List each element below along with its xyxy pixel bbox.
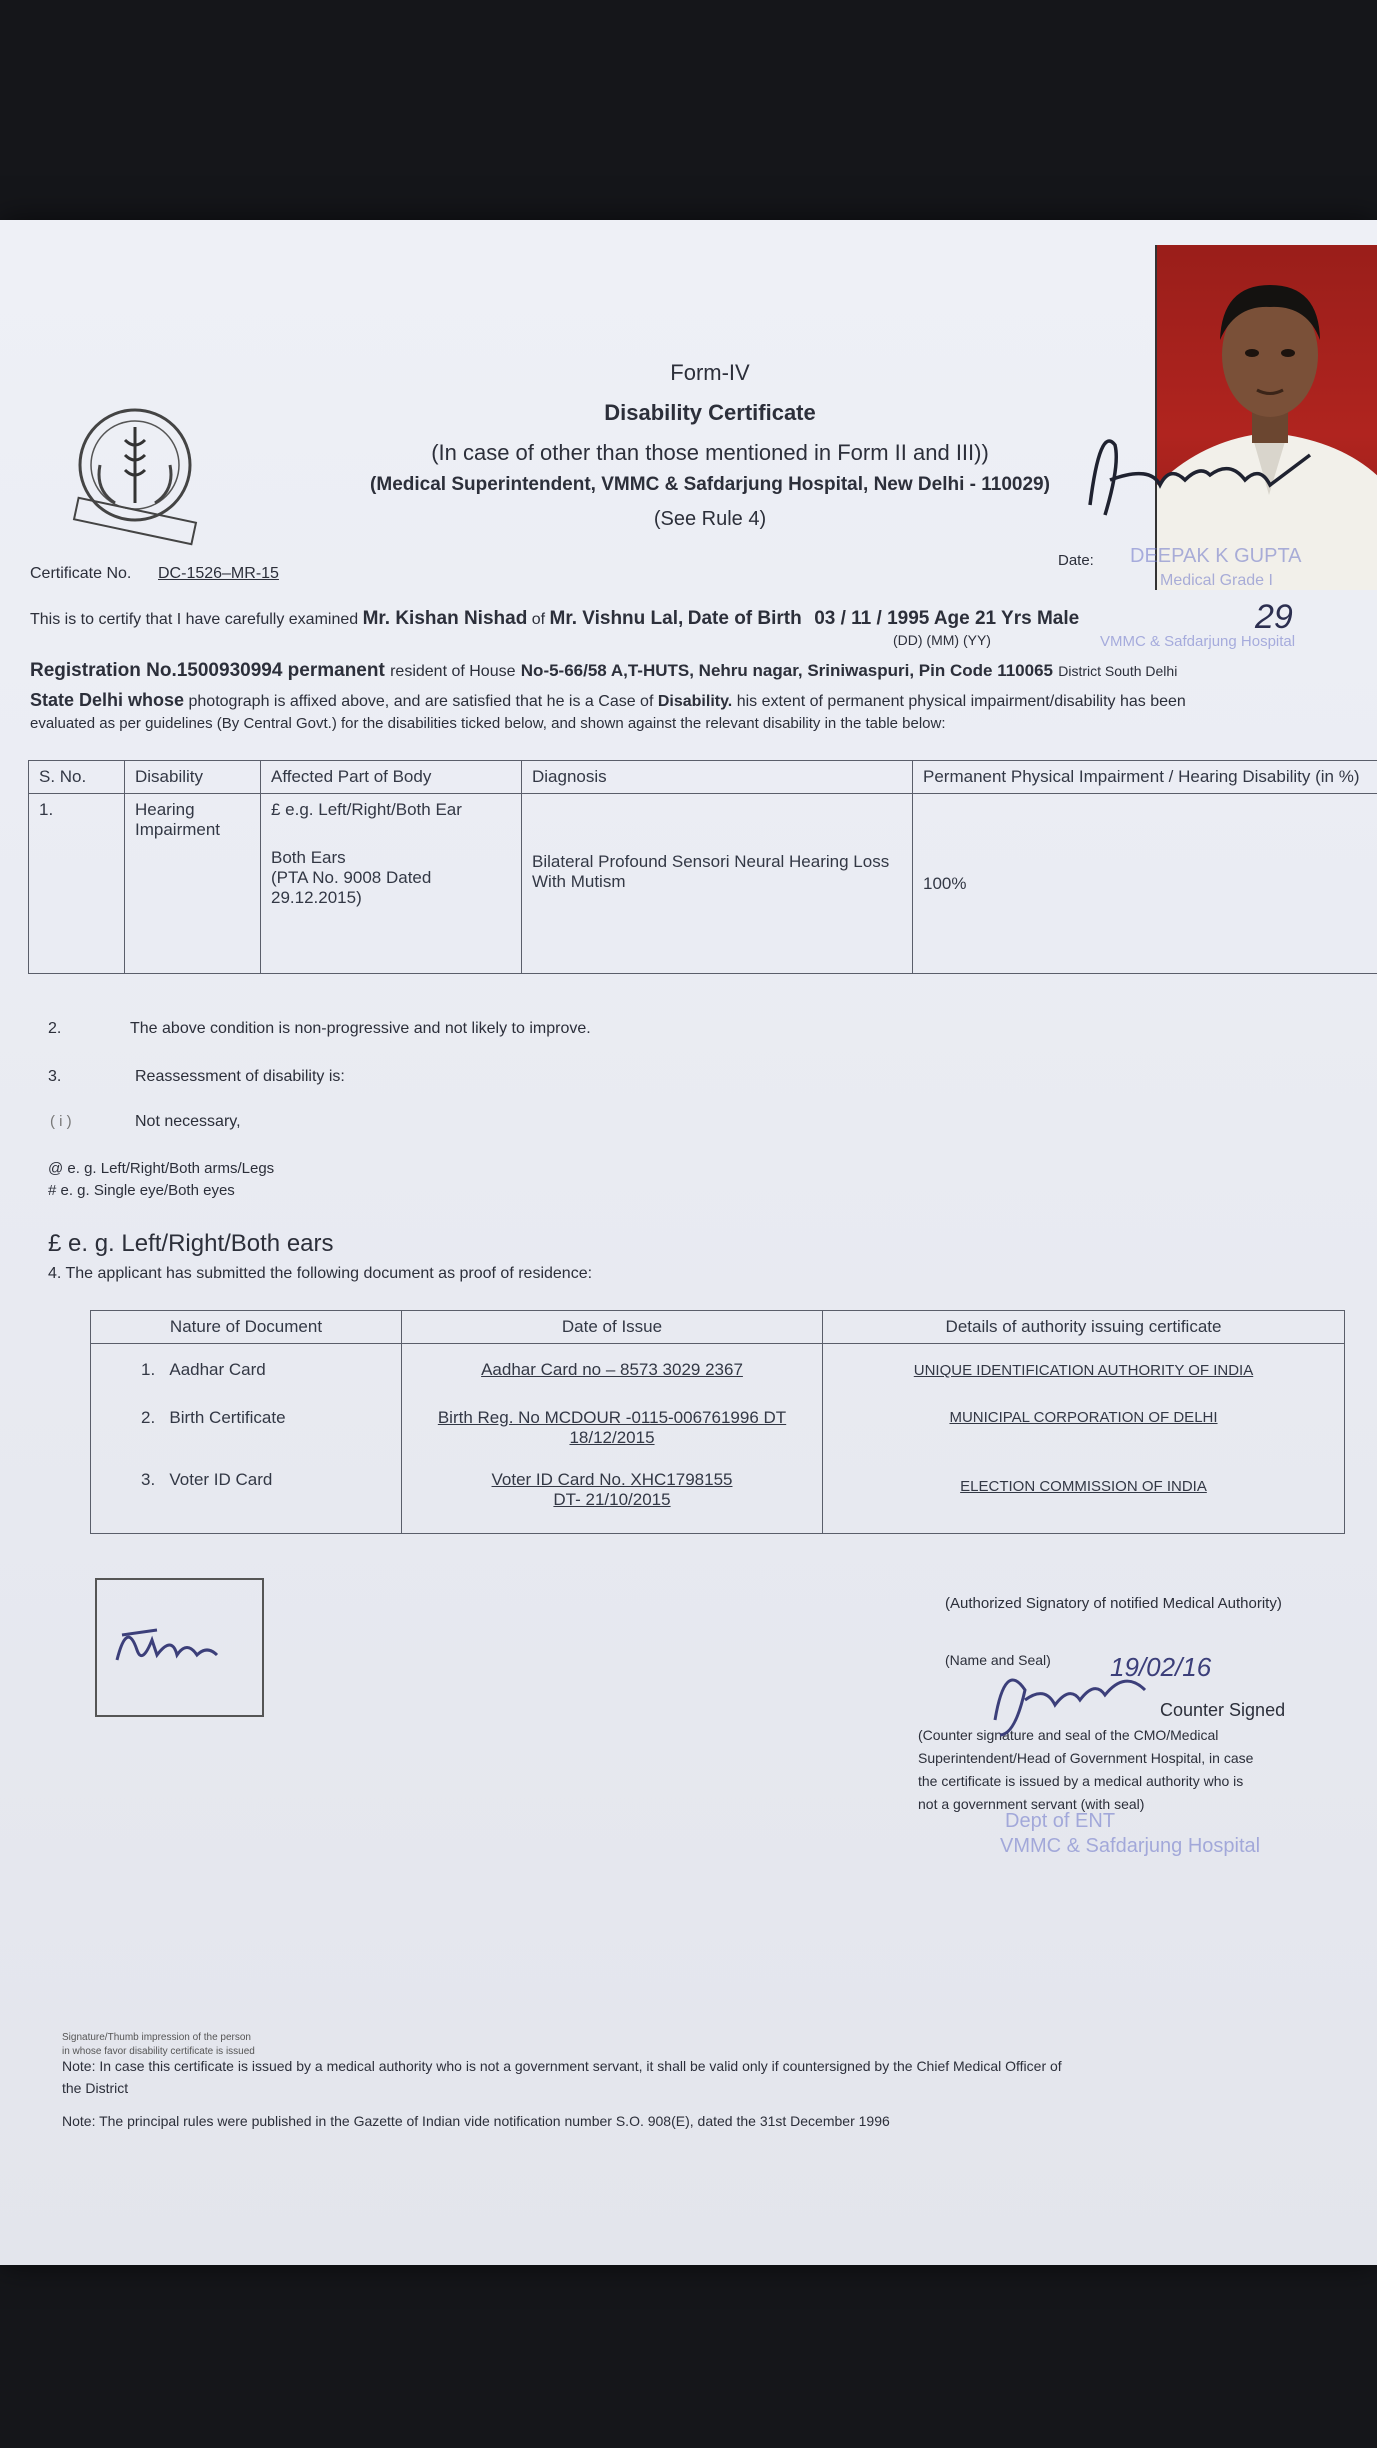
certificate-no-value: DC-1526–MR-15: [158, 565, 279, 582]
note2-number: 2.: [48, 1020, 62, 1037]
certify-line: [30, 608, 1079, 630]
hospital-stamp-top: VMMC & Safdarjung Hospital: [1100, 633, 1296, 650]
doc-name: Aadhar Card: [169, 1360, 266, 1379]
counter-line-2: Superintendent/Head of Government Hospital, in case: [918, 1750, 1254, 1766]
row-affected-part: [261, 794, 522, 974]
certify-prefix: This is to certify that I have carefully examined: [30, 611, 359, 628]
applicant-caption-1: Signature/Thumb impression of the person: [62, 2032, 251, 2043]
date-label: Date:: [1058, 552, 1094, 569]
handwritten-date-stamp: 29: [1255, 598, 1293, 636]
doctor-signature-bottom-icon: [975, 1640, 1185, 1750]
authority-value: UNIQUE IDENTIFICATION AUTHORITY OF INDIA: [913, 1362, 1254, 1379]
age-sex: Age 21 Yrs Male: [933, 608, 1080, 629]
row-percent: 100%: [913, 794, 1377, 974]
state-line-start: State Delhi whose: [30, 690, 185, 710]
part-hint: £ e.g. Left/Right/Both Ear: [271, 800, 462, 819]
doc-number: 2.: [141, 1408, 156, 1427]
form-subtitle: Disability Certificate: [604, 400, 816, 425]
nature-cell: [91, 1344, 402, 1534]
authority-cell: [823, 1344, 1345, 1534]
authorized-signatory: (Authorized Signatory of notified Medical Authority): [945, 1595, 1282, 1612]
note-gazette: Note: The principal rules were published in the Gazette of Indian vide notification number S.O. 908(E), dated the 31st December 1996: [62, 2113, 890, 2129]
note2-text: The above condition is non-progressive and not likely to improve.: [130, 1020, 591, 1037]
note-countersign: Note: In case this certificate is issued by a medical authority who is not a government servant, it shall be valid only if countersigned by the Chief Medical Officer of: [62, 2058, 1062, 2074]
date-value: Birth Reg. No MCDOUR -0115-006761996 DT: [437, 1408, 787, 1427]
dob-label: Date of Birth: [687, 608, 802, 629]
applicant-signature-icon: [97, 1580, 262, 1715]
header-sno: S. No.: [29, 761, 125, 794]
name-and-seal: (Name and Seal): [945, 1652, 1051, 1668]
applicant-signature-box: [95, 1578, 264, 1717]
header-diagnosis: Diagnosis: [522, 761, 913, 794]
form-title: Form-IV: [670, 360, 750, 385]
header-affected-part: Affected Part of Body: [261, 761, 522, 794]
note3-option-number: ( i ): [50, 1113, 72, 1130]
address: No-5-66/58 A,T-HUTS, Nehru nagar, Sriniwaspuri, Pin Code 110065: [520, 661, 1053, 680]
list-item: [141, 1360, 391, 1380]
list-item: [141, 1408, 391, 1428]
of-word: of: [531, 611, 546, 628]
table-row: [91, 1344, 1345, 1534]
state-line-rest: photograph is affixed above, and are satisfied that he is a Case of: [188, 693, 654, 710]
dob-format: (DD) (MM) (YY): [893, 632, 991, 648]
eg-ears: £ e. g. Left/Right/Both ears: [48, 1230, 334, 1257]
note3-text: Reassessment of disability is:: [135, 1068, 345, 1085]
row-disability: Hearing Impairment: [125, 794, 261, 974]
applicant-caption-2: in whose favor disability certificate is issued: [62, 2046, 255, 2057]
rule-line: (See Rule 4): [653, 508, 767, 530]
handwritten-date: 19/02/16: [1110, 1652, 1212, 1682]
certificate-no-label: Certificate No.: [30, 565, 132, 582]
note-countersign-district: the District: [62, 2080, 129, 2096]
doc-number: 1.: [141, 1360, 156, 1379]
eg-eyes: # e. g. Single eye/Both eyes: [48, 1182, 235, 1199]
doctor-signature-top-icon: [1070, 405, 1330, 535]
header-disability: Disability: [125, 761, 261, 794]
date-value: Voter ID Card No. XHC1798155: [491, 1470, 733, 1489]
row-sno: 1.: [29, 794, 125, 974]
counter-line-4: not a government servant (with seal): [918, 1796, 1145, 1812]
eg-arms: @ e. g. Left/Right/Both arms/Legs: [48, 1160, 275, 1177]
note4-text: 4. The applicant has submitted the following document as proof of residence:: [48, 1265, 593, 1282]
authority-value: ELECTION COMMISSION OF INDIA: [960, 1478, 1207, 1495]
person-name: Mr. Kishan Nishad: [362, 608, 528, 629]
counter-signed: Counter Signed: [1160, 1700, 1286, 1720]
state-line: [30, 690, 1375, 711]
certificate-sheet: [0, 220, 1377, 2265]
date-value-line2: 18/12/2015: [569, 1428, 655, 1447]
part-value: Both Ears: [271, 848, 346, 867]
issuer-line: (Medical Superintendent, VMMC & Safdarjung Hospital, New Delhi - 110029): [370, 474, 1050, 495]
diagnosis-value: Bilateral Profound Sensori Neural Hearing Loss With Mutism: [532, 852, 890, 891]
grade-stamp: Medical Grade I: [1160, 572, 1273, 589]
residence-table: [90, 1310, 1345, 1534]
table-row: [29, 794, 1377, 974]
counter-line-1: (Counter signature and seal of the CMO/Medical: [918, 1727, 1219, 1743]
hospital-stamp-bottom: VMMC & Safdarjung Hospital: [1000, 1835, 1261, 1857]
pta-line: (PTA No. 9008 Dated: [271, 868, 432, 887]
doc-name: Voter ID Card: [169, 1470, 273, 1489]
registration-line: [30, 660, 1370, 682]
case-note: (In case of other than those mentioned in Form II and III)): [431, 440, 989, 465]
disability-table: [28, 760, 1377, 974]
registration-number: Registration No.1500930994 permanent: [30, 660, 385, 681]
hospital-emblem-icon: [55, 395, 215, 555]
residence-table-header: [91, 1311, 1345, 1344]
counter-line-3: the certificate is issued by a medical authority who is: [918, 1773, 1244, 1789]
note3-option-text: Not necessary,: [135, 1113, 241, 1130]
date-cell: [402, 1344, 823, 1534]
dept-stamp: Dept of ENT: [1005, 1810, 1116, 1832]
header-nature: Nature of Document: [91, 1311, 402, 1344]
disability-table-header: [29, 761, 1377, 794]
date-value: Aadhar Card no – 8573 3029 2367: [481, 1360, 743, 1379]
resident-of: resident of House: [390, 663, 516, 680]
doctor-stamp: DEEPAK K GUPTA: [1130, 545, 1302, 567]
header-authority: Details of authority issuing certificate: [823, 1311, 1345, 1344]
district: District South Delhi: [1058, 663, 1178, 679]
authority-value: MUNICIPAL CORPORATION OF DELHI: [949, 1409, 1218, 1426]
evaluated-line: evaluated as per guidelines (By Central Govt.) for the disabilities ticked below, and shown against the relevant disability in the table below:: [30, 715, 946, 732]
doc-name: Birth Certificate: [169, 1408, 286, 1427]
doc-number: 3.: [141, 1470, 156, 1489]
form-header: [300, 360, 1120, 531]
pta-date: 29.12.2015): [271, 888, 362, 907]
header-percent: Permanent Physical Impairment / Hearing Disability (in %): [913, 761, 1377, 794]
father-name: Mr. Vishnu Lal,: [549, 608, 684, 629]
list-item: [141, 1470, 391, 1490]
state-line-end: his extent of permanent physical impairment/disability has been: [736, 693, 1186, 710]
disability-word: Disability.: [657, 693, 733, 710]
header-date-of-issue: Date of Issue: [402, 1311, 823, 1344]
row-diagnosis: [522, 794, 913, 974]
dob-value: 03 / 11 / 1995: [814, 608, 930, 629]
note3-number: 3.: [48, 1068, 62, 1085]
date-value-line2: DT- 21/10/2015: [553, 1490, 671, 1509]
